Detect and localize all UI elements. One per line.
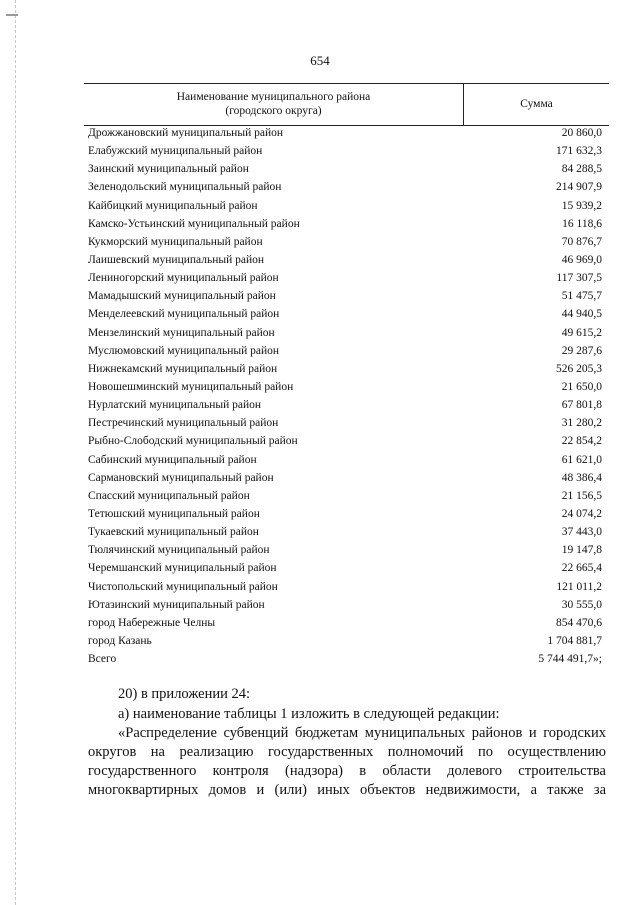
paragraph-line: «Распределение субвенций бюджетам муниципальных районов и городских	[118, 725, 606, 741]
table-row	[88, 378, 602, 396]
row-value: 30 555,0	[561, 598, 602, 611]
row-value: 1 704 881,7	[547, 635, 602, 647]
paragraph-line: округов на реализацию государственных полномочий по осуществлению	[88, 744, 606, 760]
table-row	[88, 251, 602, 269]
table-row	[88, 178, 602, 196]
row-value: 22 665,4	[561, 562, 602, 575]
row-value: 29 287,6	[561, 344, 602, 357]
row-name: Чистопольский муниципальный район	[88, 580, 278, 593]
row-name: Лаишевский муниципальный район	[88, 254, 265, 267]
row-name: город Набережные Челны	[88, 616, 216, 629]
row-value: 5 744 491,7»;	[538, 653, 602, 666]
row-name: Лениногорский муниципальный район	[88, 272, 279, 285]
table-row	[88, 124, 602, 142]
row-value: 24 074,2	[561, 508, 602, 521]
row-value: 171 632,3	[556, 145, 602, 158]
table-row	[88, 578, 602, 596]
table-row	[88, 360, 602, 378]
row-name: Всего	[88, 653, 117, 666]
table-row	[88, 142, 602, 160]
column-header-name-line2: (городского округа)	[225, 105, 322, 117]
row-name: Мамадышский муниципальный район	[88, 290, 276, 303]
row-value: 31 280,2	[561, 417, 602, 430]
row-value: 526 205,3	[556, 362, 602, 375]
row-value: 84 288,5	[561, 163, 602, 176]
row-value: 51 475,7	[561, 290, 602, 303]
column-header-name	[84, 84, 464, 125]
row-value: 214 907,9	[556, 181, 602, 194]
row-name: Зеленодольский муниципальный район	[88, 181, 282, 194]
row-name: Тукаевский муниципальный район	[88, 526, 259, 539]
table-row	[88, 233, 602, 251]
row-name: город Казань	[88, 635, 152, 647]
row-name: Черемшанский муниципальный район	[88, 562, 277, 575]
row-value: 37 443,0	[561, 526, 602, 539]
table-row	[88, 451, 602, 469]
row-name: Нижнекамский муниципальный район	[88, 362, 278, 375]
row-name: Камско-Устьинский муниципальный район	[88, 217, 300, 230]
row-value: 121 011,2	[556, 580, 602, 593]
column-header-sum: Сумма	[520, 98, 553, 110]
paragraph-line: многоквартирных домов и (или) иных объектов недвижимости, а также за	[88, 782, 606, 798]
table-row	[88, 559, 602, 577]
row-name: Елабужский муниципальный район	[88, 145, 263, 158]
table-row	[88, 324, 602, 342]
scan-mark	[6, 14, 18, 16]
table-row	[88, 632, 602, 650]
row-value: 15 939,2	[561, 199, 602, 212]
table-row	[88, 342, 602, 360]
table-row	[88, 215, 602, 233]
row-value: 61 621,0	[561, 453, 602, 466]
table-row	[88, 414, 602, 432]
row-value: 44 940,5	[561, 308, 602, 321]
row-value: 49 615,2	[561, 326, 602, 339]
row-name: Кайбицкий муниципальный район	[88, 199, 258, 212]
table-row	[88, 287, 602, 305]
row-name: Менделеевский муниципальный район	[88, 308, 280, 321]
row-name: Пестречинский муниципальный район	[88, 417, 279, 430]
row-name: Спасский муниципальный район	[88, 489, 250, 502]
row-name: Дрожжановский муниципальный район	[88, 127, 284, 140]
row-name: Мензелинский муниципальный район	[88, 326, 275, 339]
row-value: 70 876,7	[561, 235, 602, 248]
page-number: 654	[310, 53, 330, 68]
column-header-name-line1: Наименование муниципального района	[176, 91, 371, 103]
table-row	[88, 487, 602, 505]
paragraph	[88, 724, 606, 800]
row-name: Новошешминский муниципальный район	[88, 381, 294, 394]
table-row	[88, 523, 602, 541]
row-name: Тюлячинский муниципальный район	[88, 544, 270, 557]
row-name: Кукморский муниципальный район	[88, 235, 263, 248]
row-name: Тетюшский муниципальный район	[88, 508, 260, 521]
table-row	[88, 396, 602, 414]
row-value: 20 860,0	[561, 127, 602, 140]
row-value: 19 147,8	[561, 544, 602, 557]
table-header	[84, 83, 609, 126]
row-value: 67 801,8	[561, 399, 602, 412]
row-name: Сабинский муниципальный район	[88, 453, 257, 466]
row-value: 22 854,2	[561, 435, 602, 448]
table-row	[88, 614, 602, 632]
table-row	[88, 160, 602, 178]
table-row	[88, 432, 602, 450]
row-value: 21 156,5	[561, 489, 602, 502]
table-row	[88, 596, 602, 614]
row-value: 21 650,0	[561, 381, 602, 394]
table-row	[88, 469, 602, 487]
row-name: Муслюмовский муниципальный район	[88, 344, 280, 357]
table-body	[88, 124, 602, 668]
row-name: Сармановский муниципальный район	[88, 471, 274, 484]
row-value: 854 470,6	[556, 616, 602, 629]
row-value: 48 386,4	[561, 471, 602, 484]
table-row	[88, 541, 602, 559]
row-value: 16 118,6	[562, 217, 602, 230]
table-row	[88, 197, 602, 215]
row-name: Заинский муниципальный район	[88, 163, 249, 176]
table-row	[88, 269, 602, 287]
row-name: Нурлатский муниципальный район	[88, 399, 262, 412]
table-row	[88, 305, 602, 323]
row-name: Рыбно-Слободский муниципальный район	[88, 435, 298, 448]
row-value: 46 969,0	[561, 254, 602, 267]
table-row	[88, 505, 602, 523]
item-20: 20) в приложении 24:	[118, 686, 251, 702]
scan-edge	[15, 0, 17, 905]
table-row	[88, 650, 602, 668]
row-value: 117 307,5	[556, 272, 602, 285]
paragraph-line: государственного контроля (надзора) в области долевого строительства	[88, 763, 606, 779]
item-a: а) наименование таблицы 1 изложить в следующей редакции:	[118, 706, 500, 722]
row-name: Ютазинский муниципальный район	[88, 598, 265, 611]
